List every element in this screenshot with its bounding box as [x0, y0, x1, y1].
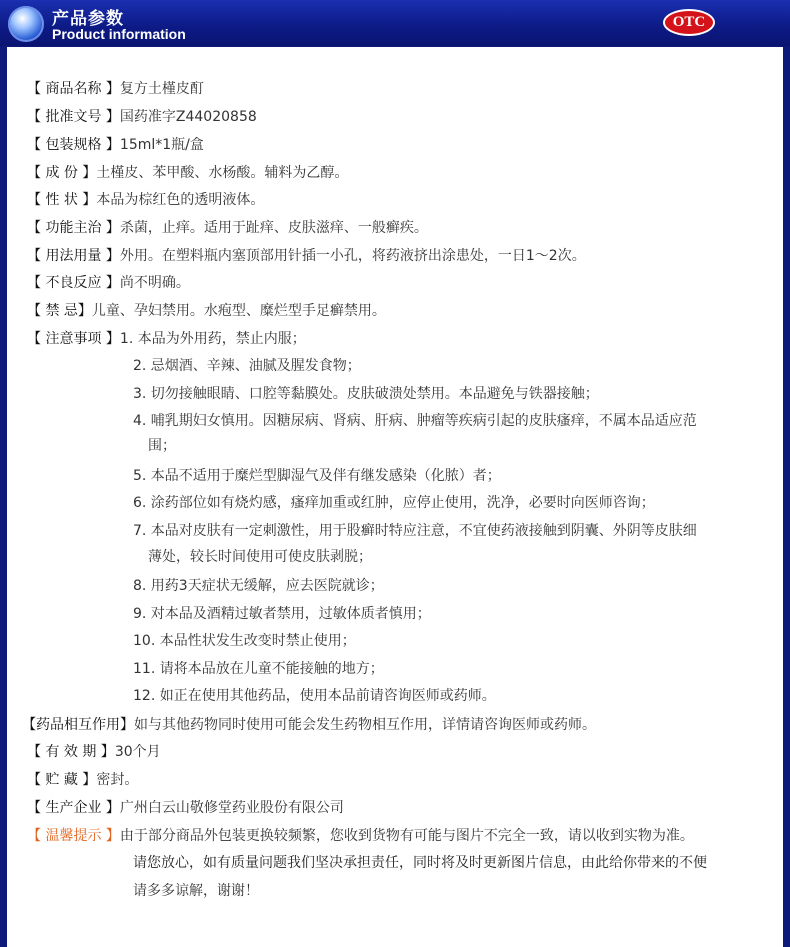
param-value: 儿童、孕妇禁用。水疱型、糜烂型手足癣禁用。	[91, 303, 386, 319]
param-row	[27, 190, 773, 210]
precaution-item: 5. 本品不适用于糜烂型脚湿气及伴有继发感染（化脓）者；	[133, 468, 501, 484]
param-label: 【 性 状 】	[27, 192, 97, 208]
param-value: 土槿皮、苯甲酸、水杨酸。辅料为乙醇。	[96, 165, 349, 181]
param-value: 国药准字Z44020858	[119, 109, 257, 125]
precautions-row	[27, 329, 773, 349]
param-value: 杀菌，止痒。适用于趾痒、皮肤滋痒、一般癣疾。	[119, 220, 428, 236]
param-label: 【药品相互作用】	[22, 717, 134, 733]
param-label: 【 生产企业 】	[27, 800, 120, 816]
param-value: 外用。在塑料瓶内塞顶部用针插一小孔，将药液挤出涂患处，一日1～2次。	[119, 248, 586, 264]
precaution-item: 1. 本品为外用药，禁止内服；	[119, 331, 306, 347]
precaution-item: 3. 切勿接触眼睛、口腔等黏膜处。皮肤破溃处禁用。本品避免与铁器接触；	[133, 386, 599, 402]
globe-logo-icon	[8, 6, 44, 42]
param-label: 【 禁 忌】	[27, 303, 92, 319]
param-label: 【 用法用量 】	[27, 248, 120, 264]
section-title-en: Product information	[52, 26, 186, 42]
param-label: 【 批准文号 】	[27, 109, 120, 125]
param-label: 【 功能主治 】	[27, 220, 120, 236]
tip-row	[27, 826, 773, 846]
precaution-item: 6. 涂药部位如有烧灼感，瘙痒加重或红肿，应停止使用，洗净，必要时向医师咨询；	[133, 495, 655, 511]
param-value: 密封。	[96, 772, 139, 788]
header-banner	[0, 0, 790, 46]
param-row	[27, 246, 773, 266]
param-label: 【 贮 藏 】	[27, 772, 97, 788]
param-row	[27, 218, 773, 238]
precaution-item-continued: 薄处，较长时间使用可使皮肤剥脱；	[148, 549, 372, 565]
precaution-item: 12. 如正在使用其他药品，使用本品前请咨询医师或药师。	[133, 688, 496, 704]
param-row	[27, 273, 773, 293]
param-row	[27, 770, 773, 790]
precaution-item: 2. 忌烟酒、辛辣、油腻及腥发食物；	[133, 358, 361, 374]
param-row	[22, 715, 773, 735]
section-title-cn: 产品参数	[52, 9, 124, 29]
param-value: 复方土槿皮酊	[119, 81, 204, 97]
param-label: 【 商品名称 】	[27, 81, 120, 97]
param-value: 广州白云山敬修堂药业股份有限公司	[119, 800, 344, 816]
param-label: 【 有 效 期 】	[27, 744, 115, 760]
precautions-label: 【 注意事项 】	[27, 331, 120, 347]
precaution-item: 8. 用药3天症状无缓解，应去医院就诊；	[133, 578, 384, 594]
param-label: 【 成 份 】	[27, 165, 97, 181]
precaution-item: 10. 本品性状发生改变时禁止使用；	[133, 633, 356, 649]
param-row	[27, 79, 773, 99]
tip-line: 请多多谅解，谢谢！	[133, 883, 259, 899]
param-value: 15ml*1瓶/盒	[119, 137, 204, 153]
tip-label: 【 温馨提示 】	[27, 828, 120, 844]
param-value: 30个月	[114, 744, 161, 760]
precaution-item-continued: 围；	[148, 438, 176, 454]
otc-badge: OTC	[663, 9, 715, 36]
precaution-item: 9. 对本品及酒精过敏者禁用，过敏体质者慎用；	[133, 606, 431, 622]
param-row	[27, 163, 773, 183]
param-label: 【 包装规格 】	[27, 137, 120, 153]
product-info-panel	[7, 47, 783, 947]
tip-line: 由于部分商品外包装更换较频繁，您收到货物有可能与图片不完全一致，请以收到实物为准。	[119, 828, 694, 844]
param-label: 【 不良反应 】	[27, 275, 120, 291]
param-row	[27, 135, 773, 155]
precaution-item: 11. 请将本品放在儿童不能接触的地方；	[133, 661, 384, 677]
tip-line: 请您放心，如有质量问题我们坚决承担责任，同时将及时更新图片信息，由此给你带来的不便	[133, 855, 707, 871]
param-value: 尚不明确。	[119, 275, 190, 291]
param-value: 本品为棕红色的透明液体。	[96, 192, 265, 208]
precaution-item: 4. 哺乳期妇女慎用。因糖尿病、肾病、肝病、肿瘤等疾病引起的皮肤瘙痒，不属本品适应范	[133, 413, 697, 429]
param-value: 如与其他药物同时使用可能会发生药物相互作用，详情请咨询医师或药师。	[134, 717, 596, 733]
precaution-item: 7. 本品对皮肤有一定刺激性，用于股癣时特应注意，不宜使药液接触到阴囊、外阴等皮肤细	[133, 523, 697, 539]
param-row	[27, 301, 773, 321]
param-row	[27, 107, 773, 127]
param-row	[27, 798, 773, 818]
param-row	[27, 742, 773, 762]
